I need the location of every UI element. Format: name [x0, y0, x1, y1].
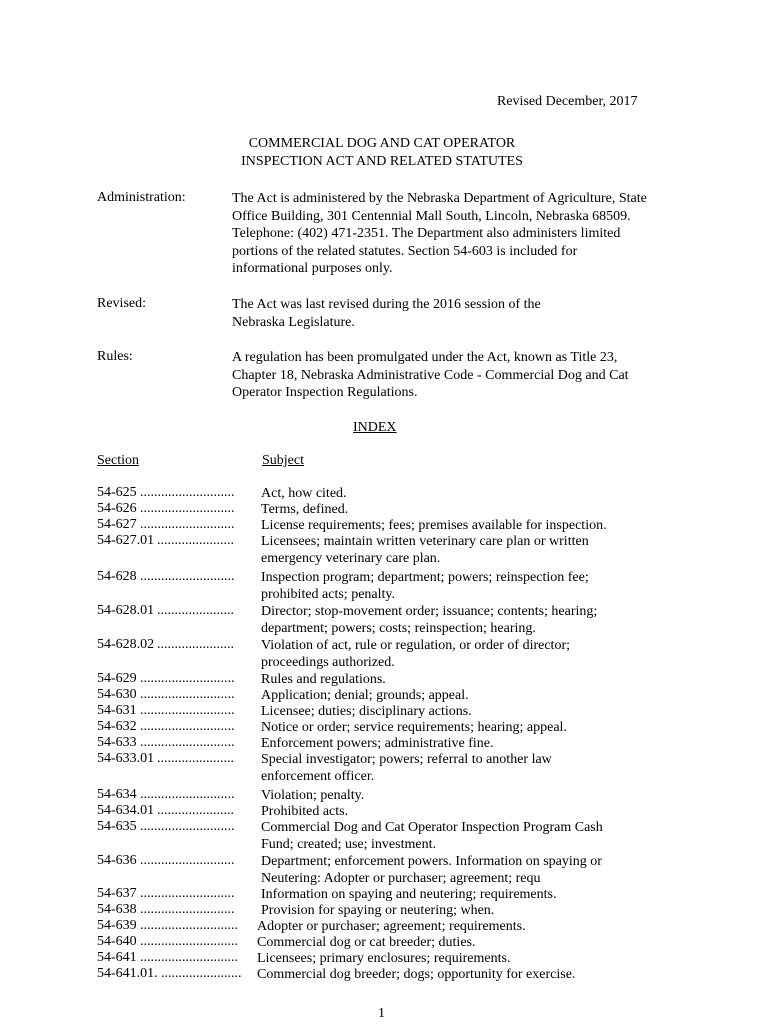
- title-line-2: INSPECTION ACT AND RELATED STATUTES: [241, 154, 523, 169]
- dot-leader: ...........................: [140, 902, 235, 917]
- subject-text: Licensees; maintain written veterinary care plan or written emergency veterinary care plan.: [261, 534, 589, 566]
- rules-text: A regulation has been promulgated under the Act, known as Title 23, Chapter 18, Nebraska Administrative Code - Commercial Dog and Cat Operator Inspection Regulations.: [232, 350, 629, 401]
- subject-text: Terms, defined.: [261, 502, 349, 517]
- subject-text: Enforcement powers; administrative fine.: [261, 736, 494, 751]
- subject-text: Prohibited acts.: [261, 804, 349, 819]
- section-number: 54-639: [97, 918, 137, 933]
- section-number: 54-641.01.: [97, 966, 158, 981]
- subject-text: Director; stop-movement order; issuance; contents; hearing; department; powers; costs; reinspection; hearing.: [261, 604, 598, 636]
- section-number: 54-638: [97, 902, 137, 917]
- revised-label: Revised:: [97, 296, 146, 311]
- dot-leader: ...........................: [140, 687, 235, 702]
- dot-leader: ...........................: [140, 501, 235, 516]
- section-number: 54-637: [97, 886, 137, 901]
- section-number: 54-628: [97, 569, 137, 584]
- subject-text: Act, how cited.: [261, 486, 347, 501]
- rules-label: Rules:: [97, 349, 133, 364]
- dot-leader: ......................: [157, 637, 234, 652]
- section-number: 54-628.02: [97, 637, 155, 652]
- dot-leader: ...........................: [140, 517, 235, 532]
- section-number: 54-626: [97, 501, 137, 516]
- dot-leader: ...........................: [140, 787, 235, 802]
- title-line-1: COMMERCIAL DOG AND CAT OPERATOR: [248, 136, 516, 151]
- section-number: 54-633: [97, 735, 137, 750]
- subject-text: Inspection program; department; powers; reinspection fee; prohibited acts; penalty.: [261, 570, 589, 602]
- section-number: 54-636: [97, 853, 137, 868]
- section-number: 54-631: [97, 703, 137, 718]
- section-number: 54-625: [97, 485, 137, 500]
- revised-text: The Act was last revised during the 2016 session of the Nebraska Legislature.: [232, 297, 541, 330]
- subject-text: Special investigator; powers; referral to another law enforcement officer.: [261, 752, 552, 784]
- dot-leader: ...........................: [140, 703, 235, 718]
- subject-text: Violation; penalty.: [261, 788, 365, 803]
- dot-leader: ............................: [140, 950, 238, 965]
- section-number: 54-627.01: [97, 533, 155, 548]
- revised-date: Revised December, 2017: [497, 94, 638, 109]
- dot-leader: ...........................: [140, 719, 235, 734]
- dot-leader: ......................: [157, 803, 234, 818]
- dot-leader: ...........................: [140, 819, 235, 834]
- dot-leader: ...........................: [140, 671, 235, 686]
- section-number: 54-634: [97, 787, 137, 802]
- section-number: 54-640: [97, 934, 137, 949]
- dot-leader: ......................: [157, 603, 234, 618]
- section-number: 54-634.01: [97, 803, 155, 818]
- subject-text: Department; enforcement powers. Information on spaying or Neutering: Adopter or purchaser; agreement; requ: [261, 854, 602, 886]
- dot-leader: ......................: [157, 533, 234, 548]
- dot-leader: ............................: [140, 918, 238, 933]
- dot-leader: ...........................: [140, 569, 235, 584]
- section-number: 54-641: [97, 950, 137, 965]
- section-number: 54-627: [97, 517, 137, 532]
- subject-text: Rules and regulations.: [261, 672, 386, 687]
- administration-label: Administration:: [97, 190, 186, 205]
- subject-text: Commercial Dog and Cat Operator Inspection Program Cash Fund; created; use; investment.: [261, 820, 603, 852]
- section-number: 54-630: [97, 687, 137, 702]
- subject-text: Adopter or purchaser; agreement; requirements.: [257, 919, 526, 934]
- subject-text: Provision for spaying or neutering; when.: [261, 903, 495, 918]
- subject-text: Notice or order; service requirements; hearing; appeal.: [261, 720, 567, 735]
- dot-leader: ...........................: [140, 853, 235, 868]
- dot-leader: ...........................: [140, 735, 235, 750]
- subject-text: Information on spaying and neutering; requirements.: [261, 887, 557, 902]
- section-number: 54-628.01: [97, 603, 155, 618]
- subject-header: Subject: [262, 453, 304, 468]
- index-title: INDEX: [353, 420, 397, 435]
- subject-text: Application; denial; grounds; appeal.: [261, 688, 469, 703]
- section-number: 54-629: [97, 671, 137, 686]
- subject-text: Commercial dog breeder; dogs; opportunity for exercise.: [257, 967, 576, 982]
- section-number: 54-633.01: [97, 751, 155, 766]
- subject-text: Commercial dog or cat breeder; duties.: [257, 935, 476, 950]
- dot-leader: ............................: [140, 934, 238, 949]
- dot-leader: ......................: [157, 751, 234, 766]
- administration-text: The Act is administered by the Nebraska Department of Agriculture, State Office Building, 301 Centennial Mall South, Lincoln, Nebraska 68509. Telephone: (402) 471-2351. The Department also administers limited portions of the related statutes. Section 54-603 is included for informational purposes only.: [232, 191, 647, 277]
- page-number: 1: [378, 1006, 385, 1021]
- section-header: Section: [97, 453, 139, 468]
- dot-leader: .......................: [161, 966, 242, 981]
- subject-text: Licensee; duties; disciplinary actions.: [261, 704, 472, 719]
- subject-text: License requirements; fees; premises available for inspection.: [261, 518, 607, 533]
- section-number: 54-632: [97, 719, 137, 734]
- dot-leader: ...........................: [140, 886, 235, 901]
- dot-leader: ...........................: [140, 485, 235, 500]
- section-number: 54-635: [97, 819, 137, 834]
- subject-text: Licensees; primary enclosures; requirements.: [257, 951, 511, 966]
- subject-text: Violation of act, rule or regulation, or order of director; proceedings authorized.: [261, 638, 570, 670]
